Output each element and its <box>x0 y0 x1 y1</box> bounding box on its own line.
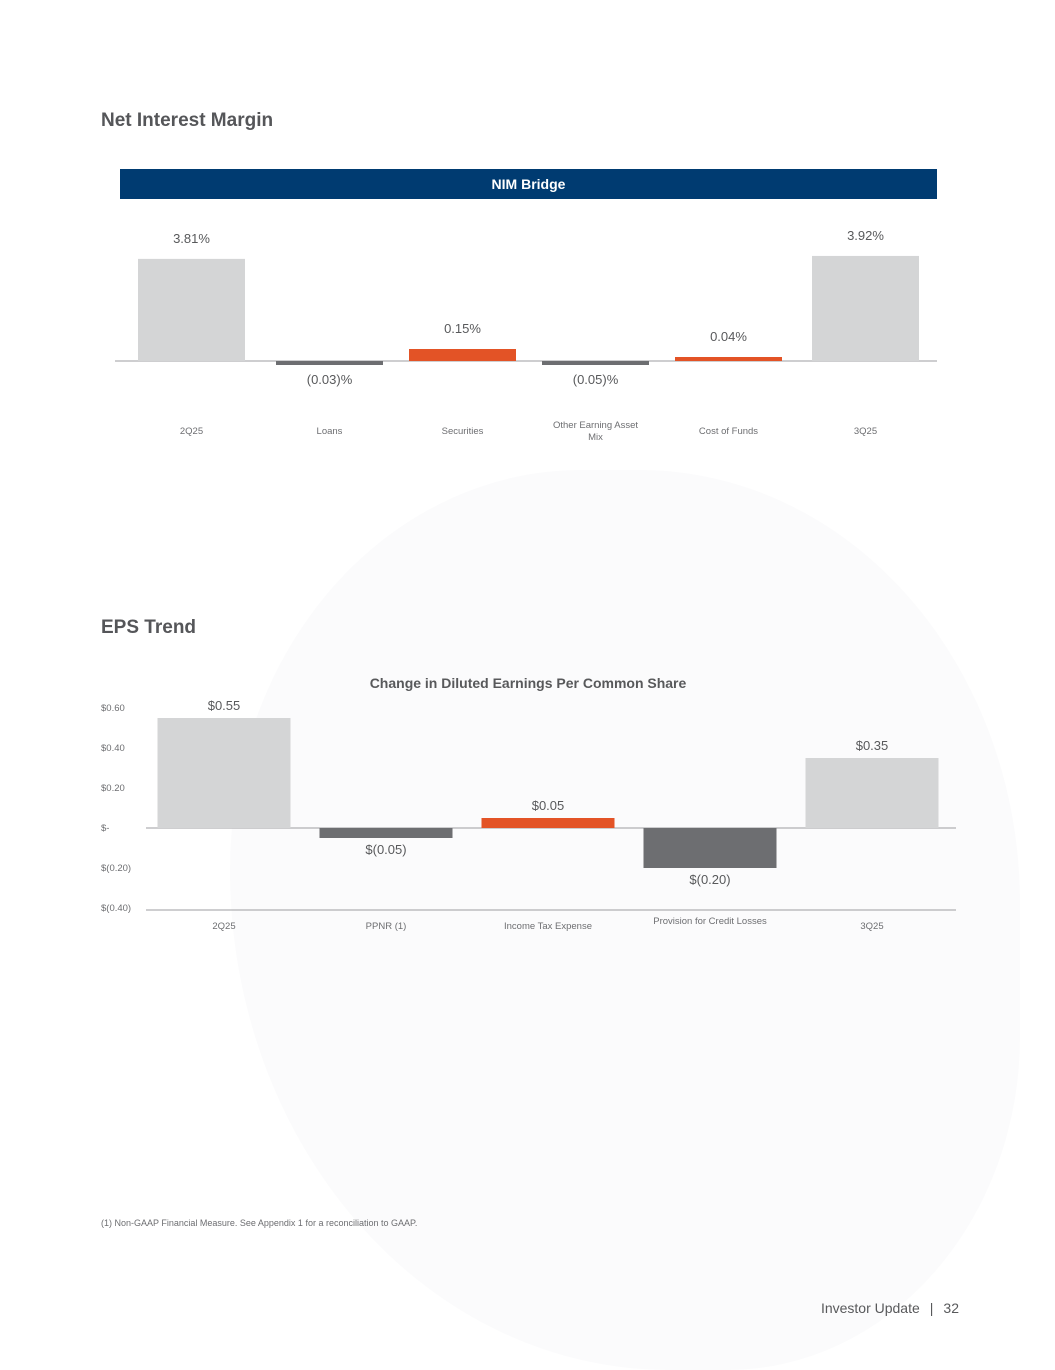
footer-label: Investor Update <box>820 1300 920 1316</box>
eps-y-tick-label-2: $0.20 <box>101 783 125 794</box>
eps-y-tick-label-5: $(0.40) <box>101 903 132 914</box>
nim-section-title: Net Interest Margin <box>101 110 274 131</box>
footnote: (1) Non-GAAP Financial Measure. See Appendix 1 for a reconciliation to GAAP. <box>101 1218 418 1228</box>
eps-chart-title: Change in Diluted Earnings Per Common Share <box>369 675 687 691</box>
eps-bar-4 <box>806 758 939 828</box>
eps-y-tick-label-1: $0.40 <box>101 743 125 754</box>
nim-category-label-0: 2Q25 <box>179 426 204 437</box>
nim-data-label-2: 0.15% <box>444 321 481 336</box>
page-number: 32 <box>943 1300 959 1316</box>
nim-data-label-5: 3.92% <box>847 227 884 243</box>
eps-category-label-0: 2Q25 <box>212 921 236 932</box>
eps-bar-3 <box>644 828 777 868</box>
nim-data-label-1: (0.03)% <box>306 372 353 387</box>
nim-data-label-3: (0.05)% <box>572 372 619 387</box>
eps-y-tick-label-4: $(0.20) <box>101 863 132 874</box>
eps-category-label-2: Income Tax Expense <box>503 921 593 932</box>
eps-bar-1 <box>320 828 453 838</box>
eps-y-tick-label-0: $0.60 <box>101 703 125 714</box>
eps-data-label-1: $(0.05) <box>365 842 407 857</box>
nim-data-label-4: 0.04% <box>710 329 747 344</box>
eps-section-title: EPS Trend <box>101 617 197 638</box>
nim-category-label-3: Other Earning Asset Mix <box>552 420 639 443</box>
eps-data-label-0: $0.55 <box>207 698 241 713</box>
eps-category-label-3: Provision for Credit Losses <box>653 916 767 927</box>
eps-category-label-1: PPNR (1) <box>365 921 407 932</box>
eps-data-label-4: $0.35 <box>855 738 889 753</box>
nim-category-label-2: Securities <box>441 426 484 437</box>
eps-data-label-3: $(0.20) <box>689 872 731 887</box>
nim-chart-title: NIM Bridge <box>491 176 566 192</box>
eps-category-label-4: 3Q25 <box>860 921 884 932</box>
eps-y-tick-label-3: $- <box>101 823 110 834</box>
eps-data-label-2: $0.05 <box>531 798 565 813</box>
eps-bar-0 <box>158 718 291 828</box>
nim-data-label-0: 3.81% <box>173 230 210 246</box>
nim-category-label-5: 3Q25 <box>853 426 878 437</box>
eps-bar-2 <box>482 818 615 828</box>
footer-separator: | <box>929 1300 934 1316</box>
nim-category-label-1: Loans <box>316 426 343 437</box>
page-footer <box>821 1300 959 1316</box>
nim-category-label-4: Cost of Funds <box>698 426 759 437</box>
